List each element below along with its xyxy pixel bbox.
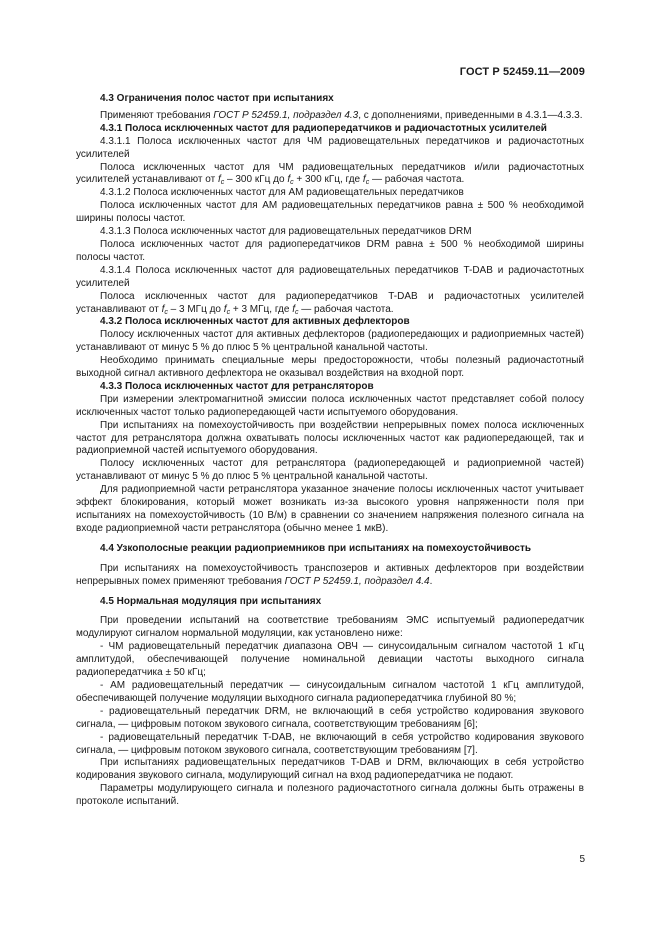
formula-fc: $f_c$	[161, 303, 168, 316]
section-4-3-1-heading: 4.3.1 Полоса исключенных частот для радиопередатчиков и радиочастотных усилителей	[100, 122, 547, 134]
section-4-4-heading: 4.4 Узкополосные реакции радиоприемников при испытаниях на помехоустойчивость	[100, 542, 532, 554]
page-number: 5	[579, 854, 585, 865]
section-4-3-2-paragraph-2: Необходимо принимать специальные меры предосторожности, чтобы полезный радиочастотный выходной сигнал активного дефлектора не оказывал воздействия на входной порт.	[76, 355, 584, 380]
section-4-3-3-paragraph-1: При измерении электромагнитной эмиссии полоса исключенных частот представляет собой полосу исключенных частот только радиопередающей части испытуемого оборудования.	[76, 393, 584, 418]
section-4-5-paragraph-2: При испытаниях радиовещательных передатчиков T-DAB и DRM, включающих в себя устройство кодирования звукового сигнала, модулирующий сигнал на вход радиопередатчика не подают.	[76, 757, 584, 782]
formula-fc: $f_c$	[223, 303, 231, 316]
section-4-5-paragraph-1: При проведении испытаний на соответствие требованиям ЭМС испытуемый радиопередатчик модулируют сигналом нормальной модуляции, как установлено ниже:	[76, 615, 584, 640]
standard-reference: ГОСТ Р 52459.1, подраздел 4.4	[284, 575, 430, 587]
section-4-3-heading: 4.3 Ограничения полос частот при испытаниях	[100, 93, 334, 104]
section-4-3-1-2-heading: 4.3.1.2 Полоса исключенных частот для АМ радиовещательных передатчиков	[100, 187, 464, 199]
section-4-3-3-paragraph-4: Для радиоприемной части ретранслятора указанное значение полосы исключенных частот учитывает эффект блокирования, который может возникать из-за высокого уровня напряженности поля при испытаниях на помехоустойчивость (10 В/м) в сравнении со значением напряжения полезного сигнала на входе радиоприемной части ретранслятора (обычно менее 1 мкВ).	[76, 484, 584, 534]
formula-fc: $f_c$	[217, 174, 225, 187]
section-4-3-1-1-heading: 4.3.1.1 Полоса исключенных частот для ЧМ радиовещательных передатчиков и радиочастотных усилителей	[76, 135, 584, 160]
section-4-5-list-item: - радиовещательный передатчик DRM, не включающий в себя устройство кодирования звукового сигнала, — цифровым потоком звукового сигнала, соответствующим требованиям [6];	[76, 705, 584, 730]
section-4-5-list-item: - радиовещательный передатчик T-DAB, не включающий в себя устройство кодирования звукового сигнала, — цифровым потоком звукового сигнала, соответствующим требованиям [7].	[76, 731, 584, 756]
section-4-3-1-3-heading: 4.3.1.3 Полоса исключенных частот для радиовещательных передатчиков DRM	[100, 226, 472, 238]
section-4-5-paragraph-3: Параметры модулирующего сигнала и полезного радиочастотного сигнала должны быть отражены в протоколе испытаний.	[76, 783, 584, 808]
section-4-5-heading: 4.5 Нормальная модуляция при испытаниях	[100, 595, 322, 607]
section-4-5-list-item: - ЧМ радиовещательный передатчик диапазона ОВЧ — синусоидальным сигналом частотой 1 кГц амплитудой, обеспечивающей получение номинальной девиации частоты выходного сигнала радиопередатчика ± 50 кГц;	[76, 641, 584, 679]
document-body	[76, 93, 584, 809]
section-4-3-1-4-heading: 4.3.1.4 Полоса исключенных частот для радиовещательных передатчиков T-DAB и радиочастотных усилителей	[76, 264, 584, 289]
section-4-5-list-item: - АМ радиовещательный передатчик — синусоидальным сигналом частотой 1 кГц амплитудой, обеспечивающей получение модуляции выходного сигнала радиопередатчика глубиной 80 %;	[76, 679, 584, 704]
section-4-3-3-paragraph-3: Полосу исключенных частот для ретранслятора (радиопередающей и радиоприемной частей) устанавливают от минус 5 % до плюс 5 % центральной канальной частоты.	[76, 458, 584, 483]
section-4-3-1-4-paragraph: Полоса исключенных частот для радиопередатчиков T-DAB и радиочастотных усилителей устанавливают от $f_c - 3$ МГц до $f_c + 3$ МГц, где $f_c$ — рабочая частота.	[76, 290, 584, 316]
section-4-3-3-heading: 4.3.3 Полоса исключенных частот для ретрансляторов	[100, 380, 374, 392]
section-4-3-2-heading: 4.3.2 Полоса исключенных частот для активных дефлекторов	[100, 316, 410, 328]
document-id: ГОСТ Р 52459.11—2009	[459, 66, 585, 78]
section-4-3-paragraph: Применяют требования ГОСТ Р 52459.1, подраздел 4.3, с дополнениями, приведенными в 4.3.1—4.3.3.	[100, 109, 583, 121]
section-4-3-1-1-paragraph: Полоса исключенных частот для ЧМ радиовещательных передатчиков и/или радиочастотных усилителей устанавливают от $f_c - 300$ кГц до $f_c + 300$ кГц, где $f_c$ — рабочая частота.	[76, 161, 584, 187]
section-4-3-1-3-paragraph: Полоса исключенных частот для радиопередатчиков DRM равна ± 500 % необходимой ширины полосы частот.	[76, 238, 584, 263]
section-4-3-1-2-paragraph: Полоса исключенных частот для АМ радиовещательных передатчиков равна ± 500 % необходимой ширины полосы частот.	[76, 200, 584, 225]
section-4-4-paragraph: При испытаниях на помехоустойчивость транспозеров и активных дефлекторов при воздействии непрерывных помех применяют требования ГОСТ Р 52459.1, подраздел 4.4.	[76, 562, 584, 587]
formula-fc: $f_c$	[292, 303, 299, 316]
formula-fc: $f_c$	[287, 174, 294, 187]
formula-fc: $f_c$	[362, 174, 370, 187]
standard-reference: ГОСТ Р 52459.1, подраздел 4.3	[213, 109, 359, 121]
section-4-3-3-paragraph-2: При испытаниях на помехоустойчивость при воздействии непрерывных помех полоса исключенных частот для ретранслятора должна охватывать полосы исключенных частот как радиопередающей, так и радиоприемной частей испытуемого оборудования.	[76, 419, 584, 457]
section-4-3-2-paragraph-1: Полосу исключенных частот для активных дефлекторов (радиопередающих и радиоприемных частей) устанавливают от минус 5 % до плюс 5 % центральной канальной частоты.	[76, 329, 584, 354]
